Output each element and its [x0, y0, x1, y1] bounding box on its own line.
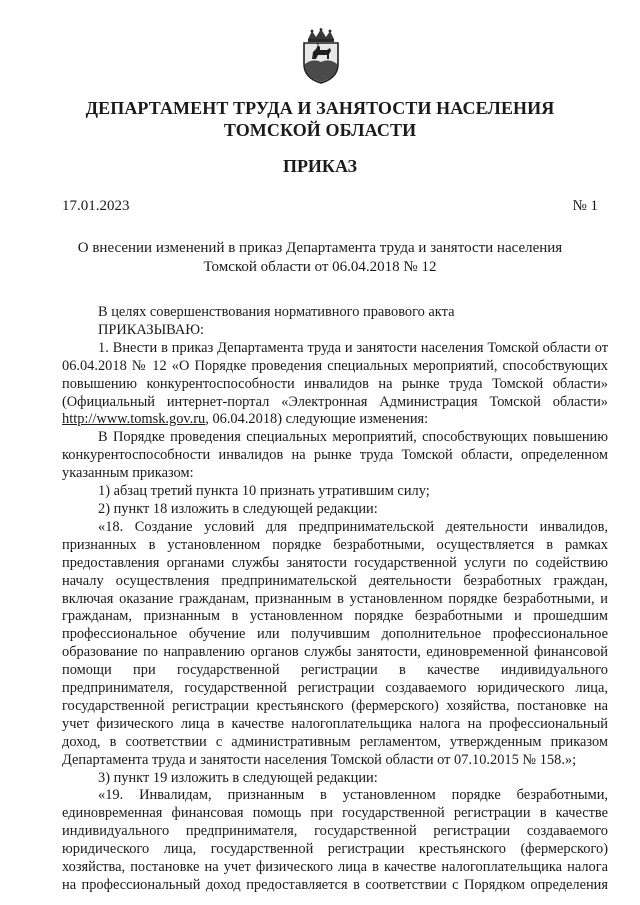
list-item-3: 3) пункт 19 изложить в следующей редакции:	[98, 769, 378, 786]
document-date: 17.01.2023	[62, 198, 130, 214]
paragraph-procedure-intro: В Порядке проведения специальных мероприятий, способствующих повышению конкурентоспособности инвалидов на рынке труда Томской области, определенном указанным приказом:	[62, 429, 608, 482]
paragraph-clause-19: «19. Инвалидам, признанным в установленном порядке безработными, единовременная финансовая помощь при государственной регистрации в качестве индивидуального предпринимателя, государственной регистрации создаваемого юридического лица, государственной регистрации крестьянского (фермерского) хозяйства, постановке на учет физического лица в качестве налогоплательщика налога на профессиональный доход предоставляется в соответствии с Порядком определения	[62, 787, 608, 893]
document-body	[62, 304, 608, 895]
department-title-line2: ТОМСКОЙ ОБЛАСТИ	[223, 120, 417, 140]
subject-line1: О внесении изменений в приказ Департамента труда и занятости населения	[77, 240, 563, 256]
preamble-paragraph: В целях совершенствования нормативного правового акта	[98, 304, 455, 320]
department-title-line1: ДЕПАРТАМЕНТ ТРУДА И ЗАНЯТОСТИ НАСЕЛЕНИЯ	[85, 98, 555, 118]
paragraph-item-1-tail: , 06.04.2018) следующие изменения:	[205, 411, 429, 428]
list-item-2: 2) пункт 18 изложить в следующей редакции:	[98, 500, 378, 517]
document-subject	[60, 239, 580, 277]
tomsk-coat-of-arms-icon	[299, 28, 343, 84]
document-type-title: ПРИКАЗ	[282, 156, 358, 176]
subject-line2: Томской области от 06.04.2018 № 12	[203, 259, 437, 275]
document-number: № 1	[572, 198, 598, 214]
order-keyword: ПРИКАЗЫВАЮ:	[98, 321, 205, 338]
paragraph-item-1	[62, 340, 608, 430]
list-item-1: 1) абзац третий пункта 10 признать утратившим силу;	[98, 483, 430, 500]
paragraph-clause-18: «18. Создание условий для предпринимательской деятельности инвалидов, признанных в установленном порядке безработными, осуществляется в рамках предоставления органами службы занятости государственной услуги по содействию началу осуществления предпринимательской деятельности безработных граждан, включая оказание гражданам, признанным в установленном порядке безработными, и гражданам, признанным в установленном порядке безработными и прошедшим профессиональное обучение или получившим дополнительное профессиональное образование по направлению органов службы занятости, единовременной финансовой помощи при государственной регистрации в качестве индивидуального предпринимателя, государственной регистрации создаваемого юридического лица, государственной регистрации крестьянского (фермерского) хозяйства, постановке на учет физического лица в качестве налогоплательщика налога на профессиональный доход, в соответствии с административным регламентом, утвержденным приказом Департамента труда и занятости населения Томской области от 07.10.2015 № 158.»;	[62, 518, 608, 768]
paragraph-item-1-text: 1. Внести в приказ Департамента труда и занятости населения Томской области от 06.04.2018 № 12 «О Порядке проведения специальных мероприятий, способствующих повышению конкурентоспособности инвалидов на рынке труда Томской области» (Официальный интернет-портал «Электронная Администрация Томской области»	[62, 339, 608, 410]
portal-link[interactable]: http://www.tomsk.gov.ru	[62, 411, 206, 428]
department-title	[40, 97, 600, 141]
